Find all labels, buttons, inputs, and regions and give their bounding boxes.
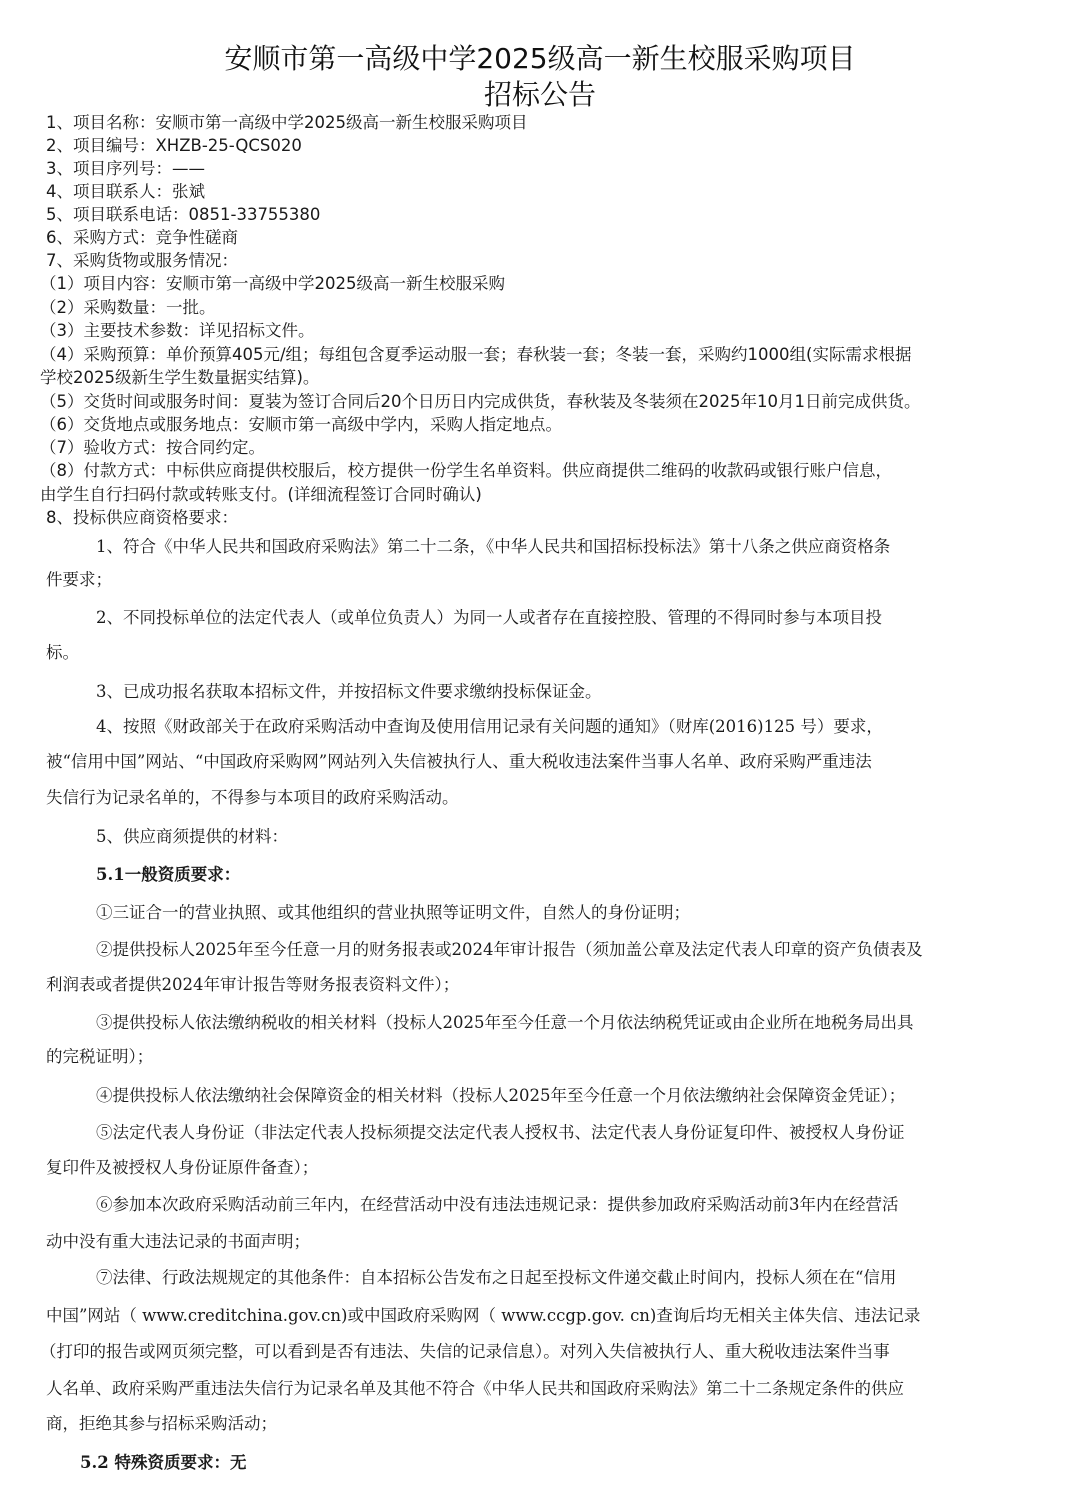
paragraph-line: 的完税证明）； <box>46 1047 154 1066</box>
paragraph-line: ②提供投标人2025年至今任意一月的财务报表或2024年审计报告（须加盖公章及法定代表人印章的资产负债表及 <box>96 940 923 959</box>
paragraph-line: （打印的报告或网页须完整，可以看到是否有违法、失信的记录信息）。对列入失信被执行人、重大税收违法案件当事 <box>40 1342 890 1361</box>
section-heading: 5.2 特殊资质要求：无 <box>80 1453 247 1472</box>
info-line: 8、投标供应商资格要求： <box>46 508 238 527</box>
info-line: （6）交货地点或服务地点：安顺市第一高级中学内，采购人指定地点。 <box>40 415 562 434</box>
document-subtitle: 招标公告 <box>483 78 596 111</box>
info-line: （2）采购数量：一批。 <box>40 298 216 317</box>
paragraph-line: 4、按照《财政部关于在政府采购活动中查询及使用信用记录有关问题的通知》（财库(2016)125 号）要求， <box>96 717 883 736</box>
paragraph-line: ⑦法律、行政法规规定的其他条件：自本招标公告发布之日起至投标文件递交截止时间内，投标人须在在“信用 <box>96 1268 897 1287</box>
info-line: （8）付款方式：中标供应商提供校服后，校方提供一份学生名单资料。供应商提供二维码的收款码或银行账户信息， <box>40 461 892 480</box>
document-title: 安顺市第一高级中学2025级高一新生校服采购项目 <box>224 42 856 75</box>
paragraph-line: 动中没有重大违法记录的书面声明； <box>46 1232 310 1251</box>
info-line: 5、项目联系电话：0851-33755380 <box>46 205 321 224</box>
info-line: （4）采购预算：单价预算405元/组；每组包含夏季运动服一套；春秋装一套；冬装一套，采购约1000组(实际需求根据 <box>40 345 912 364</box>
paragraph-line: 3、已成功报名获取本招标文件，并按招标文件要求缴纳投标保证金。 <box>96 682 602 701</box>
info-line: 7、采购货物或服务情况： <box>46 251 238 270</box>
paragraph-line: 1、符合《中华人民共和国政府采购法》第二十二条，《中华人民共和国招标投标法》第十八条之供应商资格条 <box>96 537 891 556</box>
info-line: 6、采购方式：竞争性磋商 <box>46 228 238 247</box>
paragraph-line: 利润表或者提供2024年审计报告等财务报表资料文件）； <box>46 975 460 994</box>
info-line: （1）项目内容：安顺市第一高级中学2025级高一新生校服采购 <box>40 274 505 293</box>
paragraph-line: 人名单、政府采购严重违法失信行为记录名单及其他不符合《中华人民共和国政府采购法》第二十二条规定条件的供应 <box>46 1379 904 1398</box>
paragraph-line: 中国”网站（ www.creditchina.gov.cn)或中国政府采购网（ www.ccgp.gov. cn)查询后均无相关主体失信、违法记录 <box>46 1306 921 1325</box>
paragraph-line: ①三证合一的营业执照、或其他组织的营业执照等证明文件，自然人的身份证明； <box>96 903 690 922</box>
info-line: 学校2025级新生学生数量据实结算)。 <box>40 368 320 387</box>
info-line: 1、项目名称：安顺市第一高级中学2025级高一新生校服采购项目 <box>46 113 528 132</box>
info-line: （3）主要技术参数：详见招标文件。 <box>40 321 315 340</box>
paragraph-line: 2、不同投标单位的法定代表人（或单位负责人）为同一人或者存在直接控股、管理的不得同时参与本项目投 <box>96 608 882 627</box>
paragraph-line: ③提供投标人依法缴纳税收的相关材料（投标人2025年至今任意一个月依法纳税凭证或由企业所在地税务局出具 <box>96 1013 914 1032</box>
info-line: 4、项目联系人：张斌 <box>46 182 205 201</box>
info-line: 3、项目序列号：—— <box>46 159 205 178</box>
paragraph-line: 标。 <box>46 643 79 662</box>
paragraph-line: 5、供应商须提供的材料： <box>96 827 288 846</box>
info-line: 2、项目编号：XHZB-25-QCS020 <box>46 136 302 155</box>
paragraph-line: ⑤法定代表人身份证（非法定代表人投标须提交法定代表人授权书、法定代表人身份证复印件、被授权人身份证 <box>96 1123 905 1142</box>
paragraph-line: ⑥参加本次政府采购活动前三年内，在经营活动中没有违法违规记录：提供参加政府采购活动前3年内在经营活 <box>96 1195 899 1214</box>
paragraph-line: 复印件及被授权人身份证原件备查）； <box>46 1158 319 1177</box>
paragraph-line: 商，拒绝其参与招标采购活动； <box>46 1414 277 1433</box>
section-heading: 5.1一般资质要求： <box>96 865 241 884</box>
paragraph-line: 被“信用中国”网站、“中国政府采购网”网站列入失信被执行人、重大税收违法案件当事人名单、政府采购严重违法 <box>46 752 872 771</box>
paragraph-line: 失信行为记录名单的，不得参与本项目的政府采购活动。 <box>46 788 459 807</box>
info-line: 由学生自行扫码付款或转账支付。(详细流程签订合同时确认) <box>40 485 482 504</box>
paragraph-line: 件要求； <box>46 570 112 589</box>
paragraph-line: ④提供投标人依法缴纳社会保障资金的相关材料（投标人2025年至今任意一个月依法缴纳社会保障资金凭证）； <box>96 1086 906 1105</box>
info-line: （7）验收方式：按合同约定。 <box>40 438 265 457</box>
info-line: （5）交货时间或服务时间：夏装为签订合同后20个日历日内完成供货，春秋装及冬装须在2025年10月1日前完成供货。 <box>40 392 921 411</box>
